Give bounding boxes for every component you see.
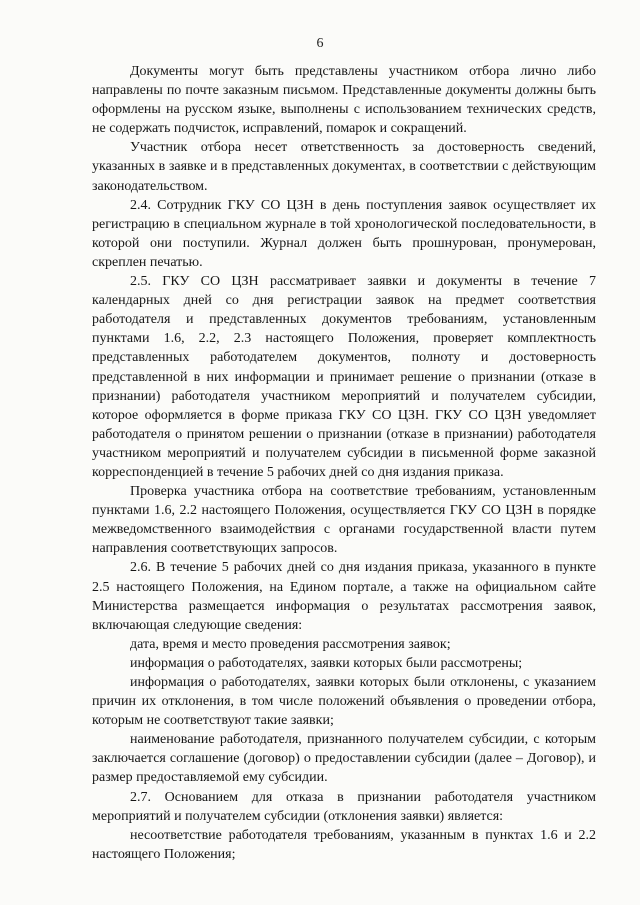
list-item-reviewed-employers: информация о работодателях, заявки которых были рассмотрены; (130, 655, 523, 671)
document-body (92, 62, 596, 864)
page-number: 6 (316, 36, 324, 51)
paragraph-2-5-review: 2.5. ГКУ СО ЦЗН рассматривает заявки и документы в течение 7 календарных дней со дня регистрации заявок на предмет соответствия работодателя и представленных документов требованиям, установленным пунктами 1.6, 2.2, 2.3 настоящего Положения, проверяет комплектность представленных работодателем документов, полноту и достоверность представленной в них информации и принимает решение о признании (отказе в признании) работодателя участником мероприятий и получателем субсидии, которое оформляется в форме приказа ГКУ СО ЦЗН. ГКУ СО ЦЗН уведомляет работодателя о принятом решении о признании (отказе в признании) работодателя участником мероприятий и получателем субсидии в письменной форме заказной корреспонденцией в течение 5 рабочих дней со дня издания приказа. (92, 274, 596, 480)
paragraph-documents-submission: Документы могут быть представлены участником отбора лично либо направлены по почте заказным письмом. Представленные документы должны быть оформлены на русском языке, выполнены с использованием технических средств, не содержать подчисток, исправлений, помарок и сокращений. (92, 64, 596, 137)
paragraph-2-7-refusal-grounds: 2.7. Основанием для отказа в признании работодателя участником мероприятий и получателем субсидии (отклонения заявки) является: (92, 789, 596, 824)
list-item-rejected-employers: информация о работодателях, заявки которых были отклонены, с указанием причин их отклонения, в том числе положений объявления о проведении отбора, которым не соответствуют такие заявки; (92, 675, 596, 729)
paragraph-verification: Проверка участника отбора на соответствие требованиям, установленным пунктами 1.6, 2.2 настоящего Положения, осуществляется ГКУ СО ЦЗН в порядке межведомственного взаимодействия с органами государственной власти путем направления соответствующих запросов. (92, 484, 596, 557)
paragraph-2-4-registration: 2.4. Сотрудник ГКУ СО ЦЗН в день поступления заявок осуществляет их регистрацию в специальном журнале в той хронологической последовательности, в которой они поступили. Журнал должен быть прошнурован, пронумерован, скреплен печатью. (92, 197, 596, 270)
paragraph-2-6-publication: 2.6. В течение 5 рабочих дней со дня издания приказа, указанного в пункте 2.5 настоящего Положения, на Едином портале, а также на официальном сайте Министерства размещается информация о результатах рассмотрения заявок, включающая следующие сведения: (92, 560, 596, 633)
list-item-recipient-name: наименование работодателя, признанного получателем субсидии, с которым заключается соглашение (договор) о предоставлении субсидии (далее – Договор), и размер предоставляемой ему субсидии. (92, 732, 596, 786)
list-item-date-time-place: дата, время и место проведения рассмотрения заявок; (130, 636, 451, 652)
paragraph-participant-responsibility: Участник отбора несет ответственность за достоверность сведений, указанных в заявке и в представленных документах, в соответствии с действующим законодательством. (92, 140, 596, 194)
list-item-noncompliance: несоответствие работодателя требованиям, указанным в пунктах 1.6 и 2.2 настоящего Положения; (92, 827, 596, 862)
